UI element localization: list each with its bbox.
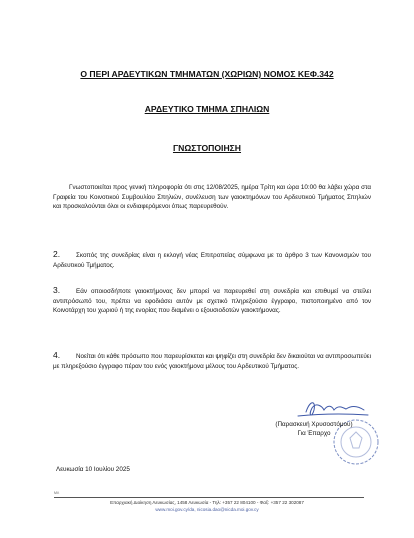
paragraph-2: [53, 250, 371, 270]
paragraph-3-text: Εάν οποιοσδήποτε γαιοκτήμονας δεν μπορεί να παρευρεθεί στη συνεδρία και επιθυμεί να στείλει αντιπρόσωπό του, πρέπει να εφοδιάσει αυτόν με σχετικό πληρεξούσιο έγγραφο, πιστοποιημένο από τον Κοινοτάρχη του χωριού ή της ενορίας που διαμένει ο εξουσιοδοτών γαιοκτήμονας.: [53, 288, 371, 315]
paragraph-2-number: 2.: [53, 249, 61, 259]
footer-divider: [54, 497, 364, 498]
document-type-title: ΓΝΩΣΤΟΠΟΙΗΣΗ: [172, 143, 242, 153]
footer-web-email[interactable]: www.moi.gov.cy/da, nicosia.dao@nicda.moi.gov.cy: [155, 507, 259, 512]
paragraph-1-text: Γνωστοποιείται προς γενική πληροφορία ότι στις 12/08/2025, ημέρα Τρίτη και ώρα 10:00 θα λάβει χώρα στα Γραφεία του Κοινοτικού Συμβουλίου Σπηλιών, συνέλευση των γαιοκτημόνων του Αρδευτικού Τμήματος Σπηλιών και προσκαλούνται όλοι οι ενδιαφερόμενοι όπως παρευρεθούν.: [53, 184, 371, 211]
signatory-role: Για Έπαρχο: [297, 430, 331, 438]
footer-contact-line: Επαρχιακή Διοίκηση Λευκωσίας, 1458 Λευκωσία - Τηλ: +357 22 804100 - Φαξ: +357 22 302087: [110, 500, 304, 505]
paragraph-4-number: 4.: [53, 350, 61, 360]
signature-block: [258, 420, 370, 438]
department-title: ΑΡΔΕΥΤΙΚΟ ΤΜΗΜΑ ΣΠΗΛΙΩΝ: [144, 104, 270, 114]
handwritten-signature-icon: [298, 403, 368, 416]
paragraph-3: [53, 286, 371, 316]
paragraph-1: [53, 183, 371, 212]
footer-mark: ΜΛ: [54, 491, 60, 495]
document-date: Λευκωσία 10 Ιουλίου 2025: [56, 466, 130, 473]
signatory-name: (Παρασκευή Χρυσοστόμου): [275, 421, 353, 428]
paragraph-4: [53, 351, 371, 371]
law-title: Ο ΠΕΡΙ ΑΡΔΕΥΤΙΚΩΝ ΤΜΗΜΑΤΩΝ (ΧΩΡΙΩΝ) ΝΟΜΟΣ ΚΕΦ.342: [80, 69, 334, 79]
paragraph-4-text: Νοείται ότι κάθε πρόσωπο που παρευρίσκεται και ψηφίζει στη συνεδρία δεν δικαιούται να αντιπροσωπεύει με πληρεξούσιο έγγραφο πέραν του ενός γαιοκτήμονα μέλους του Αρδευτικού Τμήματος.: [53, 353, 371, 370]
paragraph-2-text: Σκοπός της συνεδρίας είναι η εκλογή νέας Επιτροπείας σύμφωνα με το άρθρο 3 των Κανονισμών του Αρδευτικού Τμήματος.: [53, 252, 371, 269]
paragraph-3-number: 3.: [53, 285, 61, 295]
